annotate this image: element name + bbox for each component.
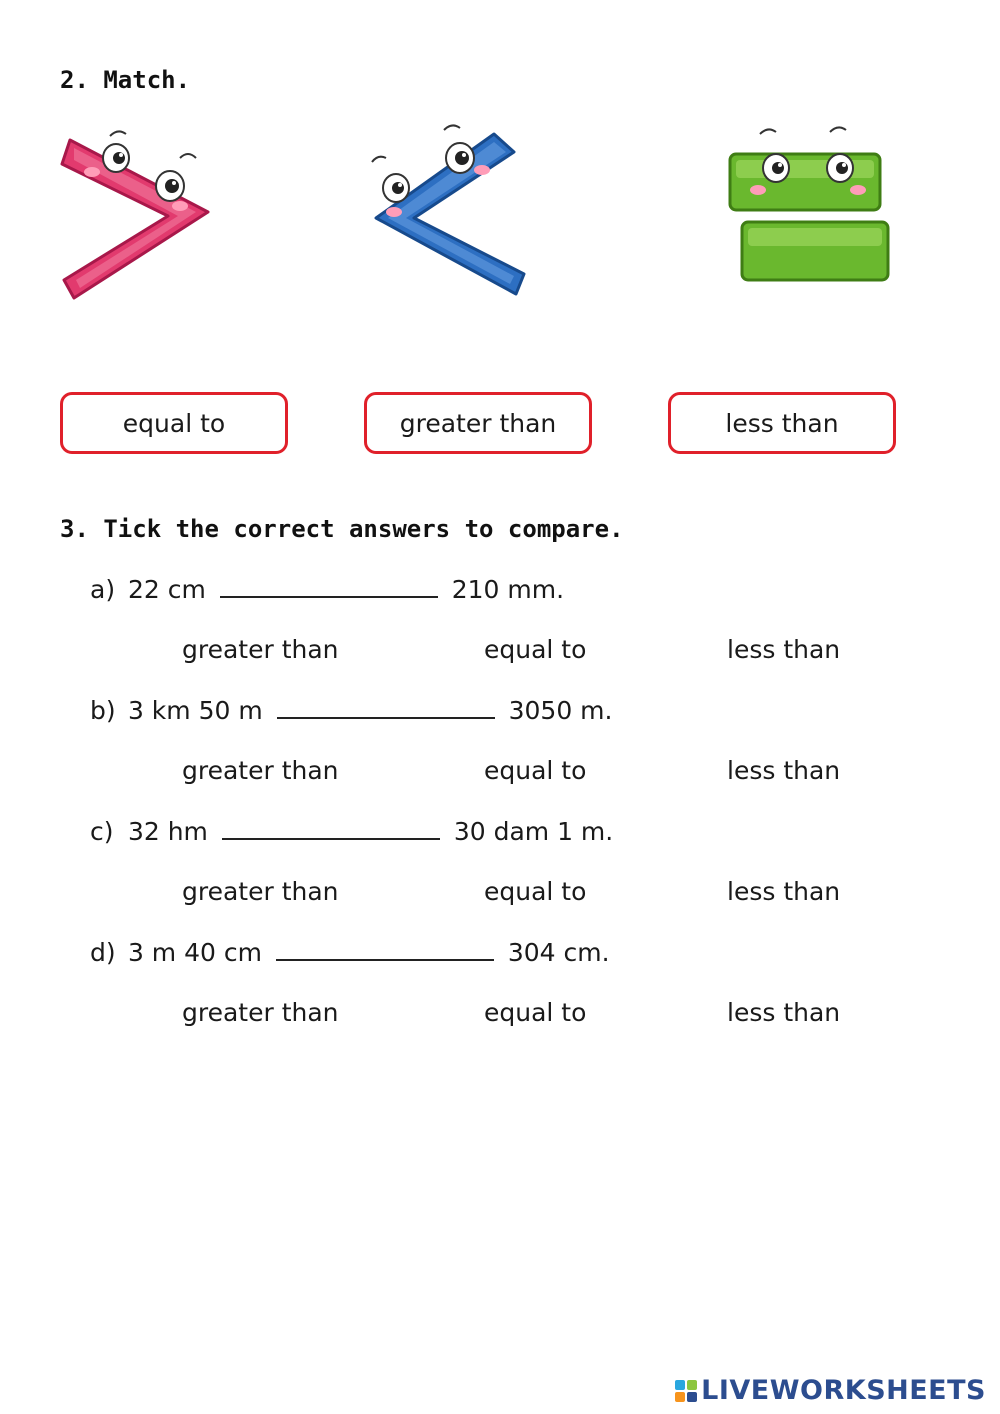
liveworksheets-logo-icon: [675, 1380, 697, 1402]
match-box-equal-to[interactable]: equal to: [60, 392, 288, 454]
option-less-than[interactable]: less than: [727, 998, 841, 1027]
option-less-than[interactable]: less than: [727, 756, 841, 785]
question-right-value: 3050 m.: [508, 696, 613, 725]
answer-blank[interactable]: [222, 816, 440, 840]
equal-to-character-icon: [724, 120, 894, 292]
question-right-value: 304 cm.: [507, 938, 610, 967]
question-left-value: 22 cm: [127, 575, 206, 604]
section-2-heading: 2. Match.: [60, 66, 191, 94]
question-b: [90, 695, 612, 725]
question-right-value: 210 mm.: [451, 575, 565, 604]
question-label: b): [90, 696, 116, 725]
section-3-heading: 3. Tick the correct answers to compare.: [60, 515, 624, 543]
question-label: c): [90, 817, 114, 846]
option-equal-to[interactable]: equal to: [484, 877, 587, 906]
question-left-value: 32 hm: [127, 817, 208, 846]
question-right-value: 30 dam 1 m.: [453, 817, 614, 846]
option-less-than[interactable]: less than: [727, 877, 841, 906]
option-equal-to[interactable]: equal to: [484, 635, 587, 664]
option-equal-to[interactable]: equal to: [484, 756, 587, 785]
question-c: [90, 816, 613, 846]
option-greater-than[interactable]: greater than: [182, 998, 339, 1027]
answer-blank[interactable]: [277, 695, 495, 719]
option-equal-to[interactable]: equal to: [484, 998, 587, 1027]
option-greater-than[interactable]: greater than: [182, 635, 339, 664]
liveworksheets-brand: [675, 1375, 986, 1406]
greater-than-character-icon: [56, 120, 216, 305]
match-box-less-than[interactable]: less than: [668, 392, 896, 454]
question-d: [90, 937, 610, 967]
question-left-value: 3 km 50 m: [127, 696, 263, 725]
answer-blank[interactable]: [220, 574, 438, 598]
question-a: [90, 574, 564, 604]
match-box-greater-than[interactable]: greater than: [364, 392, 592, 454]
question-left-value: 3 m 40 cm: [127, 938, 262, 967]
answer-blank[interactable]: [276, 937, 494, 961]
question-label: d): [90, 938, 116, 967]
question-label: a): [90, 575, 116, 604]
brand-name: LIVEWORKSHEETS: [701, 1375, 986, 1406]
option-greater-than[interactable]: greater than: [182, 756, 339, 785]
option-greater-than[interactable]: greater than: [182, 877, 339, 906]
option-less-than[interactable]: less than: [727, 635, 841, 664]
less-than-character-icon: [366, 118, 531, 303]
